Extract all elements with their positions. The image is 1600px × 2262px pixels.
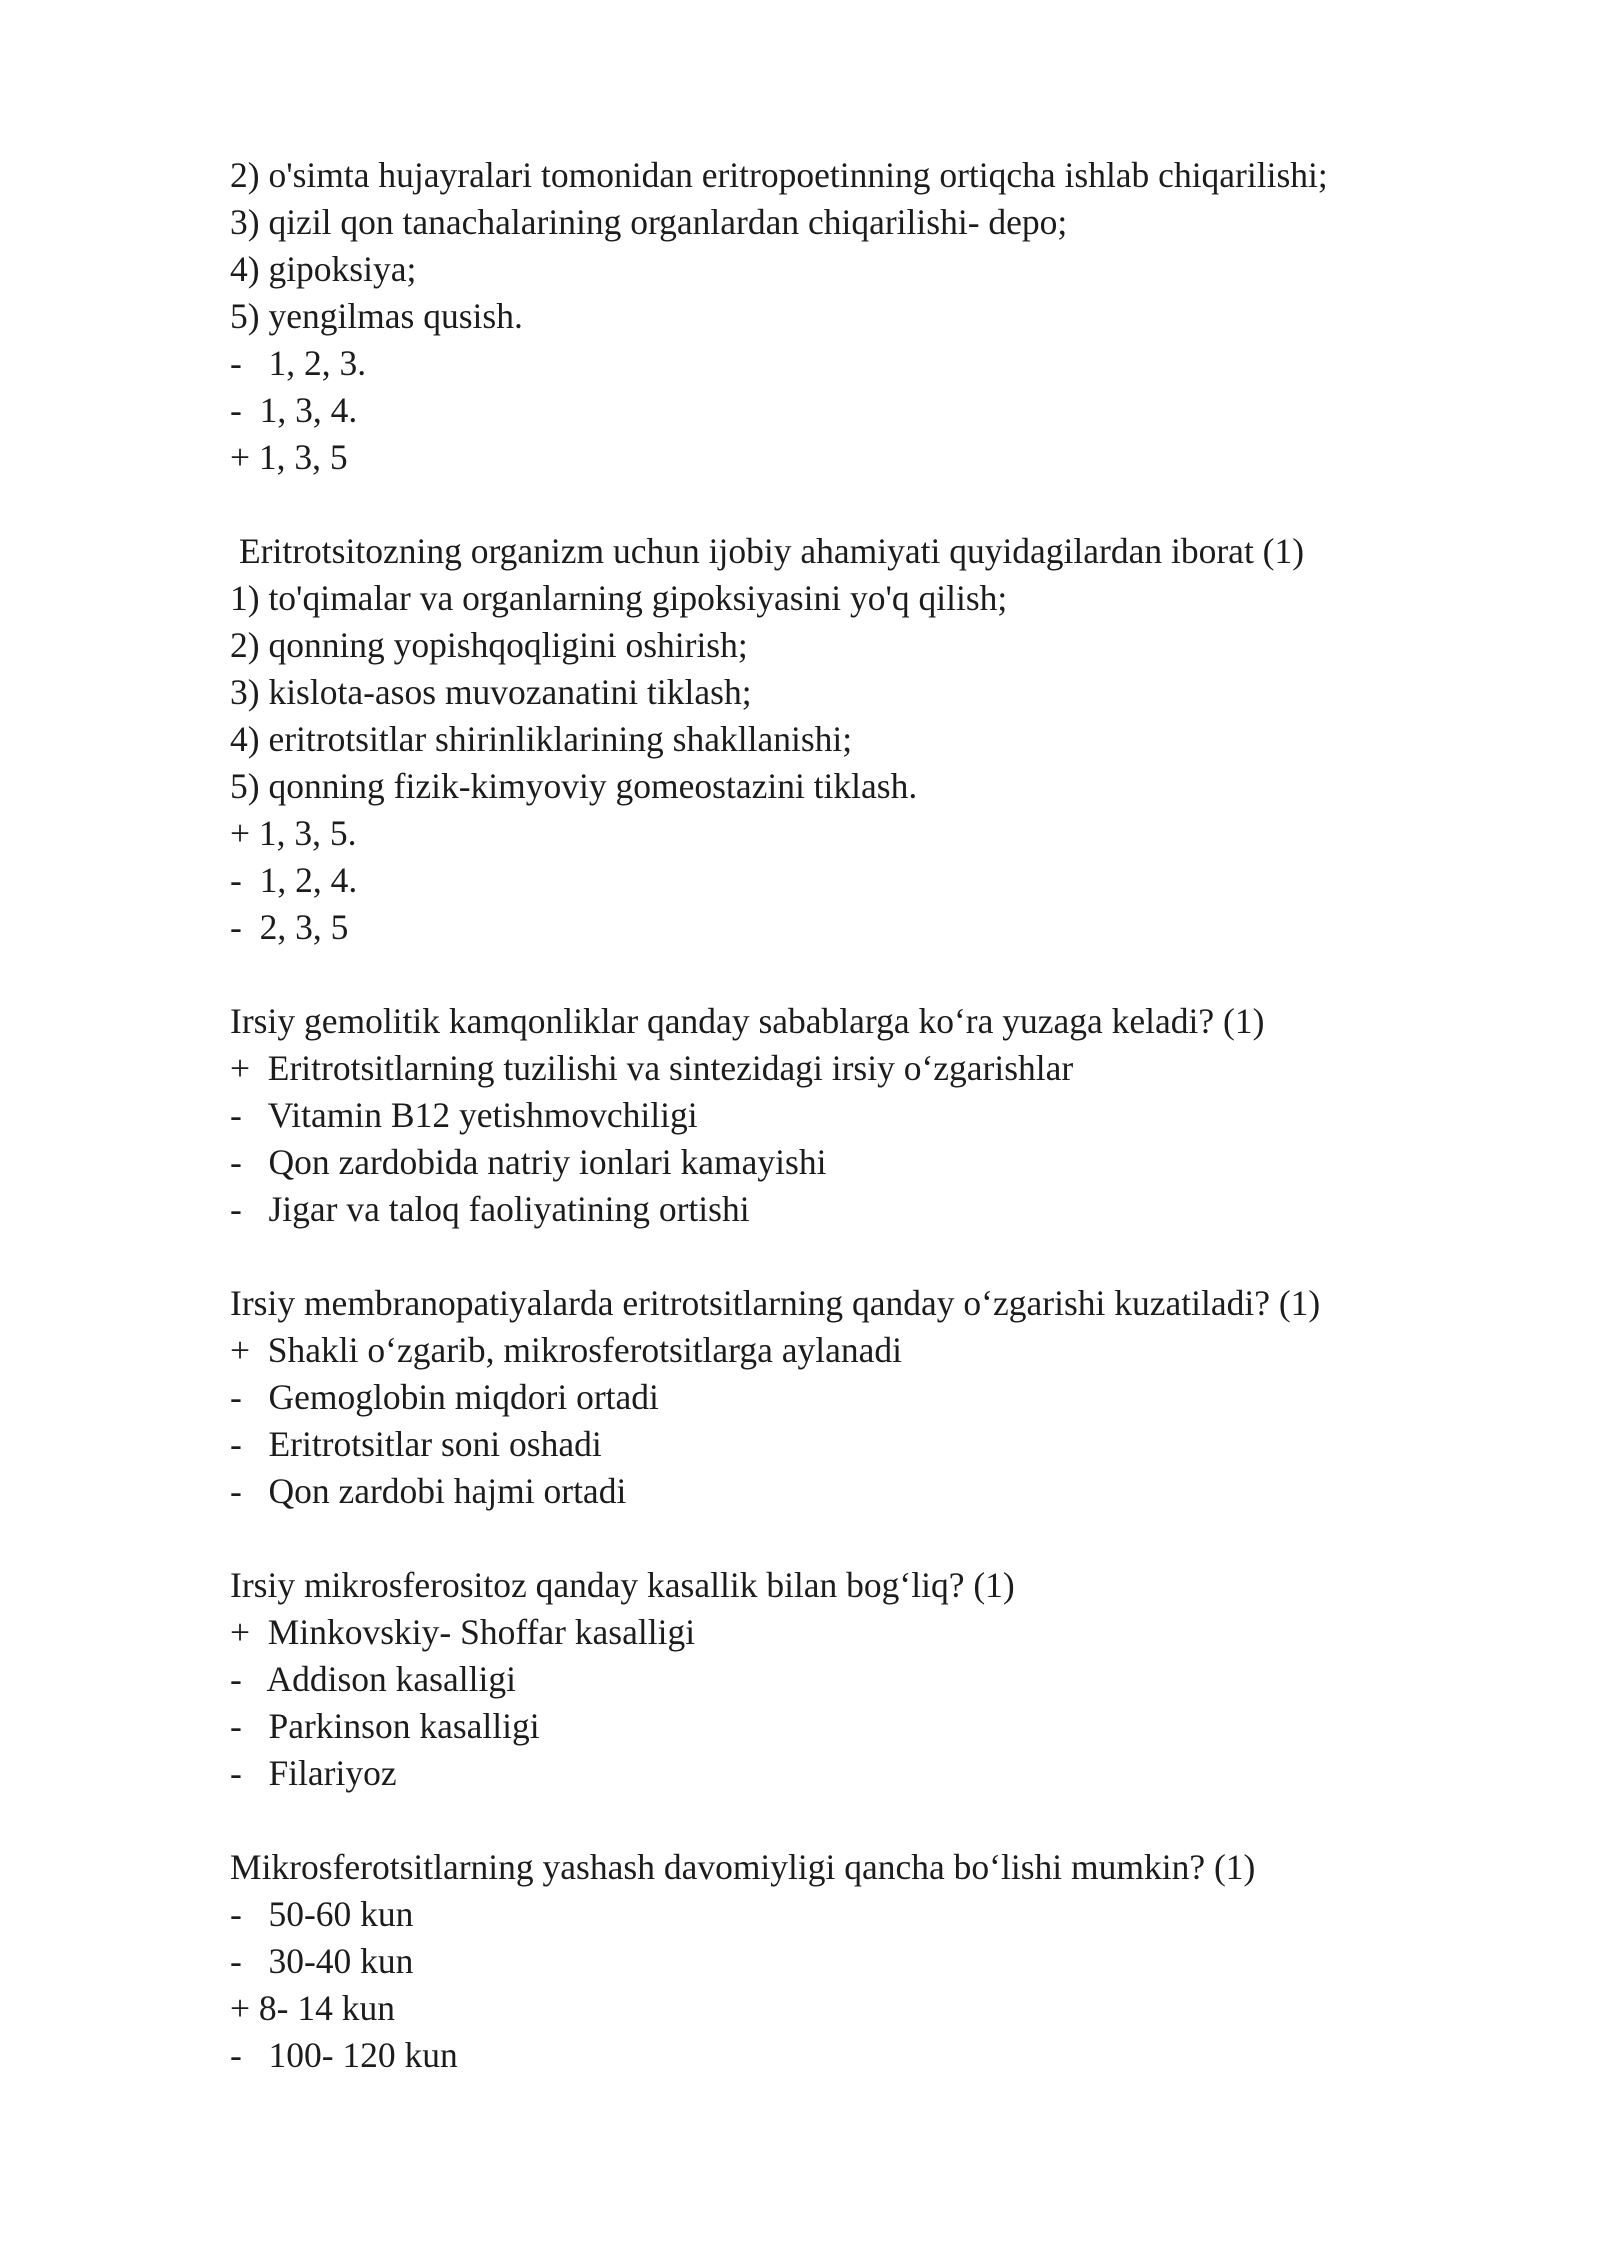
answer-line: - Addison kasalligi [230,1659,516,1699]
question-block [230,1844,1510,2079]
option-line: 2) o'simta hujayralari tomonidan eritropoetinning ortiqcha ishlab chiqarilishi; [230,155,1328,195]
answer-line: - Eritrotsitlar soni oshadi [230,1424,602,1464]
answer-line: - Qon zardobida natriy ionlari kamayishi [230,1142,827,1182]
question-text: Mikrosferotsitlarning yashash davomiyligi qancha bo‘lishi mumkin? (1) [230,1847,1256,1887]
answer-line: - 2, 3, 5 [230,907,349,947]
option-line: 5) yengilmas qusish. [230,296,523,336]
option-line: 4) gipoksiya; [230,249,417,289]
question-text: Irsiy mikrosferositoz qanday kasallik bilan bog‘liq? (1) [230,1565,1015,1605]
answer-line: - Gemoglobin miqdori ortadi [230,1377,659,1417]
block-spacer [230,1515,1510,1562]
answer-line: - Jigar va taloq faoliyatining ortishi [230,1189,750,1229]
block-spacer [230,1797,1510,1844]
question-block [230,1280,1510,1515]
answer-line: + Shakli o‘zgarib, mikrosferotsitlarga aylanadi [230,1330,902,1370]
answer-line: + Eritrotsitlarning tuzilishi va sintezidagi irsiy o‘zgarishlar [230,1048,1074,1088]
answer-line: - Vitamin B12 yetishmovchiligi [230,1095,698,1135]
answer-line: + 1, 3, 5 [230,437,348,477]
question-block [230,998,1510,1233]
answer-line: - Parkinson kasalligi [230,1706,540,1746]
answer-line: - Qon zardobi hajmi ortadi [230,1471,627,1511]
block-spacer [230,951,1510,998]
answer-line: + 8- 14 kun [230,1988,395,2028]
option-line: 5) qonning fizik-kimyoviy gomeostazini tiklash. [230,766,918,806]
answer-line: - 30-40 kun [230,1941,414,1981]
option-line: 3) kislota-asos muvozanatini tiklash; [230,672,752,712]
answer-line: + 1, 3, 5. [230,813,357,853]
option-line: 2) qonning yopishqoqligini oshirish; [230,625,748,665]
question-text: Eritrotsitozning organizm uchun ijobiy ahamiyati quyidagilardan iborat (1) [239,531,1305,571]
answer-line: - 50-60 kun [230,1894,414,1934]
option-line: 3) qizil qon tanachalarining organlardan chiqarilishi- depo; [230,202,1068,242]
document-page [230,152,1510,2079]
question-text: Irsiy gemolitik kamqonliklar qanday sabablarga ko‘ra yuzaga keladi? (1) [230,1001,1265,1041]
option-line: 4) eritrotsitlar shirinliklarining shakllanishi; [230,719,853,759]
option-line: 1) to'qimalar va organlarning gipoksiyasini yo'q qilish; [230,578,1008,618]
question-block [230,528,1510,951]
answer-line: - 1, 2, 3. [230,343,367,383]
answer-line: + Minkovskiy- Shoffar kasalligi [230,1612,696,1652]
block-spacer [230,481,1510,528]
answer-line: - 1, 3, 4. [230,390,358,430]
answer-line: - 1, 2, 4. [230,860,358,900]
question-text: Irsiy membranopatiyalarda eritrotsitlarning qanday o‘zgarishi kuzatiladi? (1) [230,1283,1321,1323]
answer-line: - 100- 120 kun [230,2035,458,2075]
block-spacer [230,1233,1510,1280]
question-block [230,152,1510,481]
question-block [230,1562,1510,1797]
answer-line: - Filariyoz [230,1753,397,1793]
